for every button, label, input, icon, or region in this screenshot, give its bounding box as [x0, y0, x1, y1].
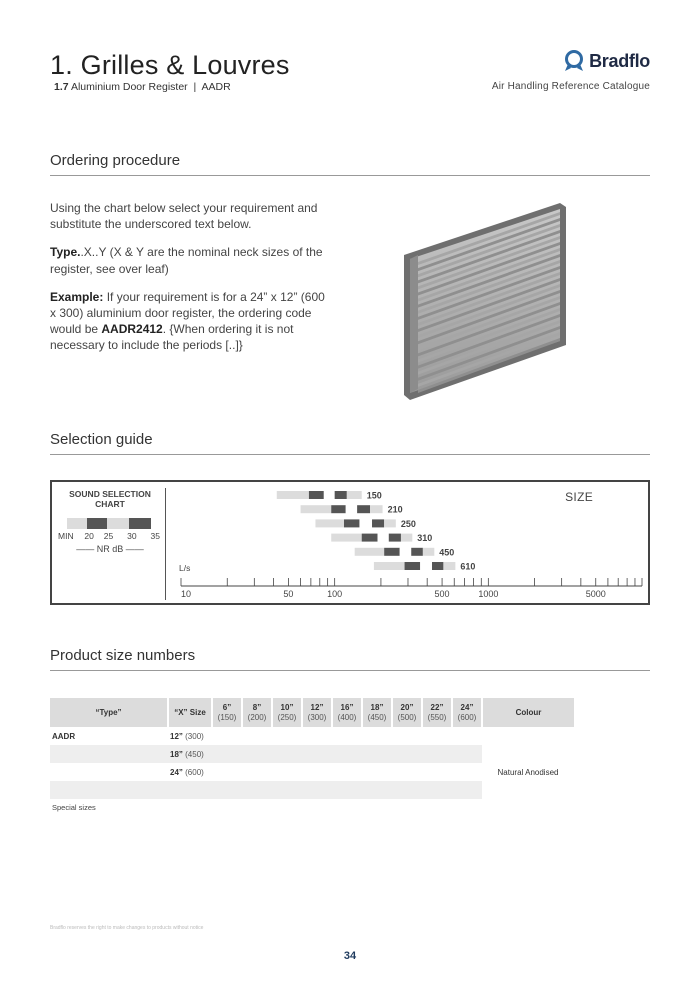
- xsize-cell: [168, 763, 212, 781]
- ysize-inches: 6”: [222, 702, 232, 712]
- x-tick-label: 50: [283, 589, 294, 599]
- ysize-inches: 16”: [340, 702, 354, 712]
- ysize-column-header: [212, 698, 242, 727]
- ordering-heading: Ordering procedure: [50, 152, 181, 169]
- chart-bar-segment: [389, 534, 401, 542]
- bradflo-logo-icon: [563, 50, 585, 72]
- type-paragraph: [50, 244, 325, 276]
- ysize-inches: 20”: [400, 702, 414, 712]
- type-description: .X..Y (X & Y are the nominal neck sizes of the register, see over leaf): [50, 245, 323, 276]
- chart-bar-segment: [331, 505, 345, 513]
- chart-bar-segment: [324, 491, 335, 499]
- table-row: [50, 745, 574, 763]
- size-cells: [212, 763, 482, 781]
- ysize-column-header: [272, 698, 302, 727]
- ysize-mm: (250): [277, 712, 297, 722]
- legend-number: 25: [103, 531, 114, 541]
- xsize-mm: (300): [185, 731, 204, 741]
- xsize-cell: [168, 727, 212, 745]
- chart-bar-segment: [420, 562, 432, 570]
- ysize-column-header: [452, 698, 482, 727]
- product-heading: Product size numbers: [50, 647, 196, 664]
- chart-bar-segment: [384, 548, 400, 556]
- chart-bar-segment: [378, 534, 389, 542]
- brand-logo: [563, 50, 650, 72]
- example-label: Example:: [50, 289, 104, 304]
- table-row: [50, 763, 574, 781]
- chart-bar-segment: [423, 548, 434, 556]
- series-size-label: 210: [387, 504, 403, 515]
- series-size-label: 250: [400, 518, 416, 529]
- series-size-label: 310: [417, 533, 433, 544]
- nr-db-label: —— NR dB ——: [76, 544, 144, 554]
- type-column-header: “Type”: [50, 698, 168, 727]
- type-cell: [50, 781, 168, 799]
- ysize-inches: 10”: [280, 702, 294, 712]
- colour-cell: [482, 727, 574, 745]
- series-size-label: 150: [366, 490, 382, 501]
- chart-bar-segment: [347, 491, 362, 499]
- ysize-mm: (600): [457, 712, 477, 722]
- ysize-column-header: [302, 698, 332, 727]
- selection-heading: Selection guide: [50, 431, 153, 448]
- xsize-mm: (450): [185, 749, 204, 759]
- product-name: Aluminium Door Register: [70, 81, 188, 93]
- chart-bar-segment: [357, 505, 370, 513]
- type-label: Type.: [50, 245, 81, 260]
- ysize-inches: 12”: [310, 702, 324, 712]
- colour-cell: Natural Anodised: [497, 767, 559, 777]
- chart-bar-segment: [277, 491, 309, 499]
- page-subtitle: [54, 81, 231, 93]
- catalogue-title: Air Handling Reference Catalogue: [491, 81, 650, 92]
- ysize-inches: 22”: [430, 702, 444, 712]
- chart-bar-segment: [372, 519, 384, 527]
- chart-bar-segment: [301, 505, 332, 513]
- colour-cell: [482, 781, 574, 799]
- xsize-column-header: “X” Size: [168, 698, 212, 727]
- chart-bar-segment: [331, 534, 361, 542]
- section-divider: [50, 670, 650, 671]
- section-divider: [50, 454, 650, 455]
- x-tick-label: 500: [434, 589, 450, 599]
- ysize-mm: (300): [307, 712, 327, 722]
- chart-bar-segment: [400, 548, 412, 556]
- x-tick-label: 1000: [478, 589, 499, 599]
- series-size-label: 450: [439, 547, 455, 558]
- chart-bar-segment: [362, 534, 378, 542]
- chart-bar-segment: [309, 491, 324, 499]
- type-cell: [50, 745, 168, 763]
- chart-bar-segment: [411, 548, 423, 556]
- chart-bar-segment: [384, 519, 396, 527]
- size-cells: [212, 727, 482, 745]
- type-cell: [50, 763, 168, 781]
- legend-title-line: SOUND SELECTION: [69, 489, 151, 499]
- legend-title-line: CHART: [95, 499, 125, 509]
- subtitle-separator: |: [193, 81, 197, 93]
- chart-bar-segment: [315, 519, 344, 527]
- size-label: SIZE: [565, 490, 593, 504]
- x-tick-label: 100: [327, 589, 343, 599]
- door-register-image: [400, 195, 570, 405]
- example-text: If your requirement is for a 24” x 12” (600 x 300) aluminium door register, the ordering code would be: [50, 289, 325, 337]
- xsize-inches: 24”: [170, 767, 183, 777]
- chart-bar-segment: [443, 562, 455, 570]
- chart-bar-segment: [346, 505, 357, 513]
- chart-bar-segment: [335, 491, 347, 499]
- brand-name: Bradflo: [589, 50, 650, 71]
- xsize-cell: [168, 781, 212, 799]
- xsize-inches: 18”: [170, 749, 183, 759]
- xsize-cell: [168, 745, 212, 763]
- ysize-column-header: [392, 698, 422, 727]
- page-number: 34: [343, 950, 357, 962]
- x-tick-label: 5000: [585, 589, 606, 599]
- table-row: [50, 727, 574, 745]
- chart-bar-segment: [344, 519, 359, 527]
- chart-bar-segment: [432, 562, 443, 570]
- page-title: 1. Grilles & Louvres: [50, 50, 290, 80]
- chart-bar-segment: [401, 534, 412, 542]
- chart-bar-segment: [405, 562, 421, 570]
- special-sizes-note: Special sizes: [52, 803, 96, 812]
- chart-bar-segment: [370, 505, 382, 513]
- ysize-inches: 8”: [252, 702, 262, 712]
- example-paragraph: [50, 289, 325, 354]
- table-row: [50, 781, 574, 799]
- size-cells: [212, 781, 482, 799]
- product-code: AADR: [201, 81, 231, 93]
- xsize-mm: (600): [185, 767, 204, 777]
- ysize-mm: (400): [337, 712, 357, 722]
- ysize-column-header: [242, 698, 272, 727]
- legend-number: MIN: [58, 531, 74, 541]
- ysize-column-header: [362, 698, 392, 727]
- example-note: . {When ordering it is not necessary to include the periods [..]}: [50, 322, 294, 353]
- legend-number: 20: [84, 531, 94, 541]
- xsize-inches: 12”: [170, 731, 183, 741]
- ysize-mm: (200): [247, 712, 267, 722]
- legend-number: 30: [127, 531, 137, 541]
- ysize-mm: (450): [367, 712, 387, 722]
- x-tick-label: 10: [181, 589, 192, 599]
- section-number: 1.7: [54, 81, 69, 93]
- ysize-mm: (150): [217, 712, 237, 722]
- colour-column-header: Colour: [482, 698, 574, 727]
- chart-bar-segment: [355, 548, 384, 556]
- ysize-mm: (550): [427, 712, 447, 722]
- chart-bar-segment: [359, 519, 372, 527]
- disclaimer: Bradflo reserves the right to make changes to products without notice: [50, 925, 204, 931]
- series-size-label: 610: [460, 561, 476, 572]
- size-cells: [212, 745, 482, 763]
- axis-unit-label: L/s: [179, 563, 191, 573]
- sound-selection-chart: [50, 480, 650, 605]
- table-header-row: [50, 698, 574, 727]
- ordering-text: [50, 200, 325, 366]
- legend-number: 35: [150, 531, 160, 541]
- ysize-inches: 18”: [370, 702, 384, 712]
- ysize-inches: 24”: [460, 702, 474, 712]
- ysize-column-header: [332, 698, 362, 727]
- ordering-paragraph: Using the chart below select your requirement and substitute the underscored text below.: [50, 201, 318, 232]
- ysize-mm: (500): [397, 712, 417, 722]
- section-divider: [50, 175, 650, 176]
- example-code: AADR2412: [101, 322, 163, 337]
- product-size-table: [50, 698, 574, 799]
- chart-bar-segment: [374, 562, 405, 570]
- chart-plot: [52, 482, 648, 603]
- ysize-column-header: [422, 698, 452, 727]
- colour-cell: [482, 745, 574, 763]
- type-cell: AADR: [52, 731, 76, 741]
